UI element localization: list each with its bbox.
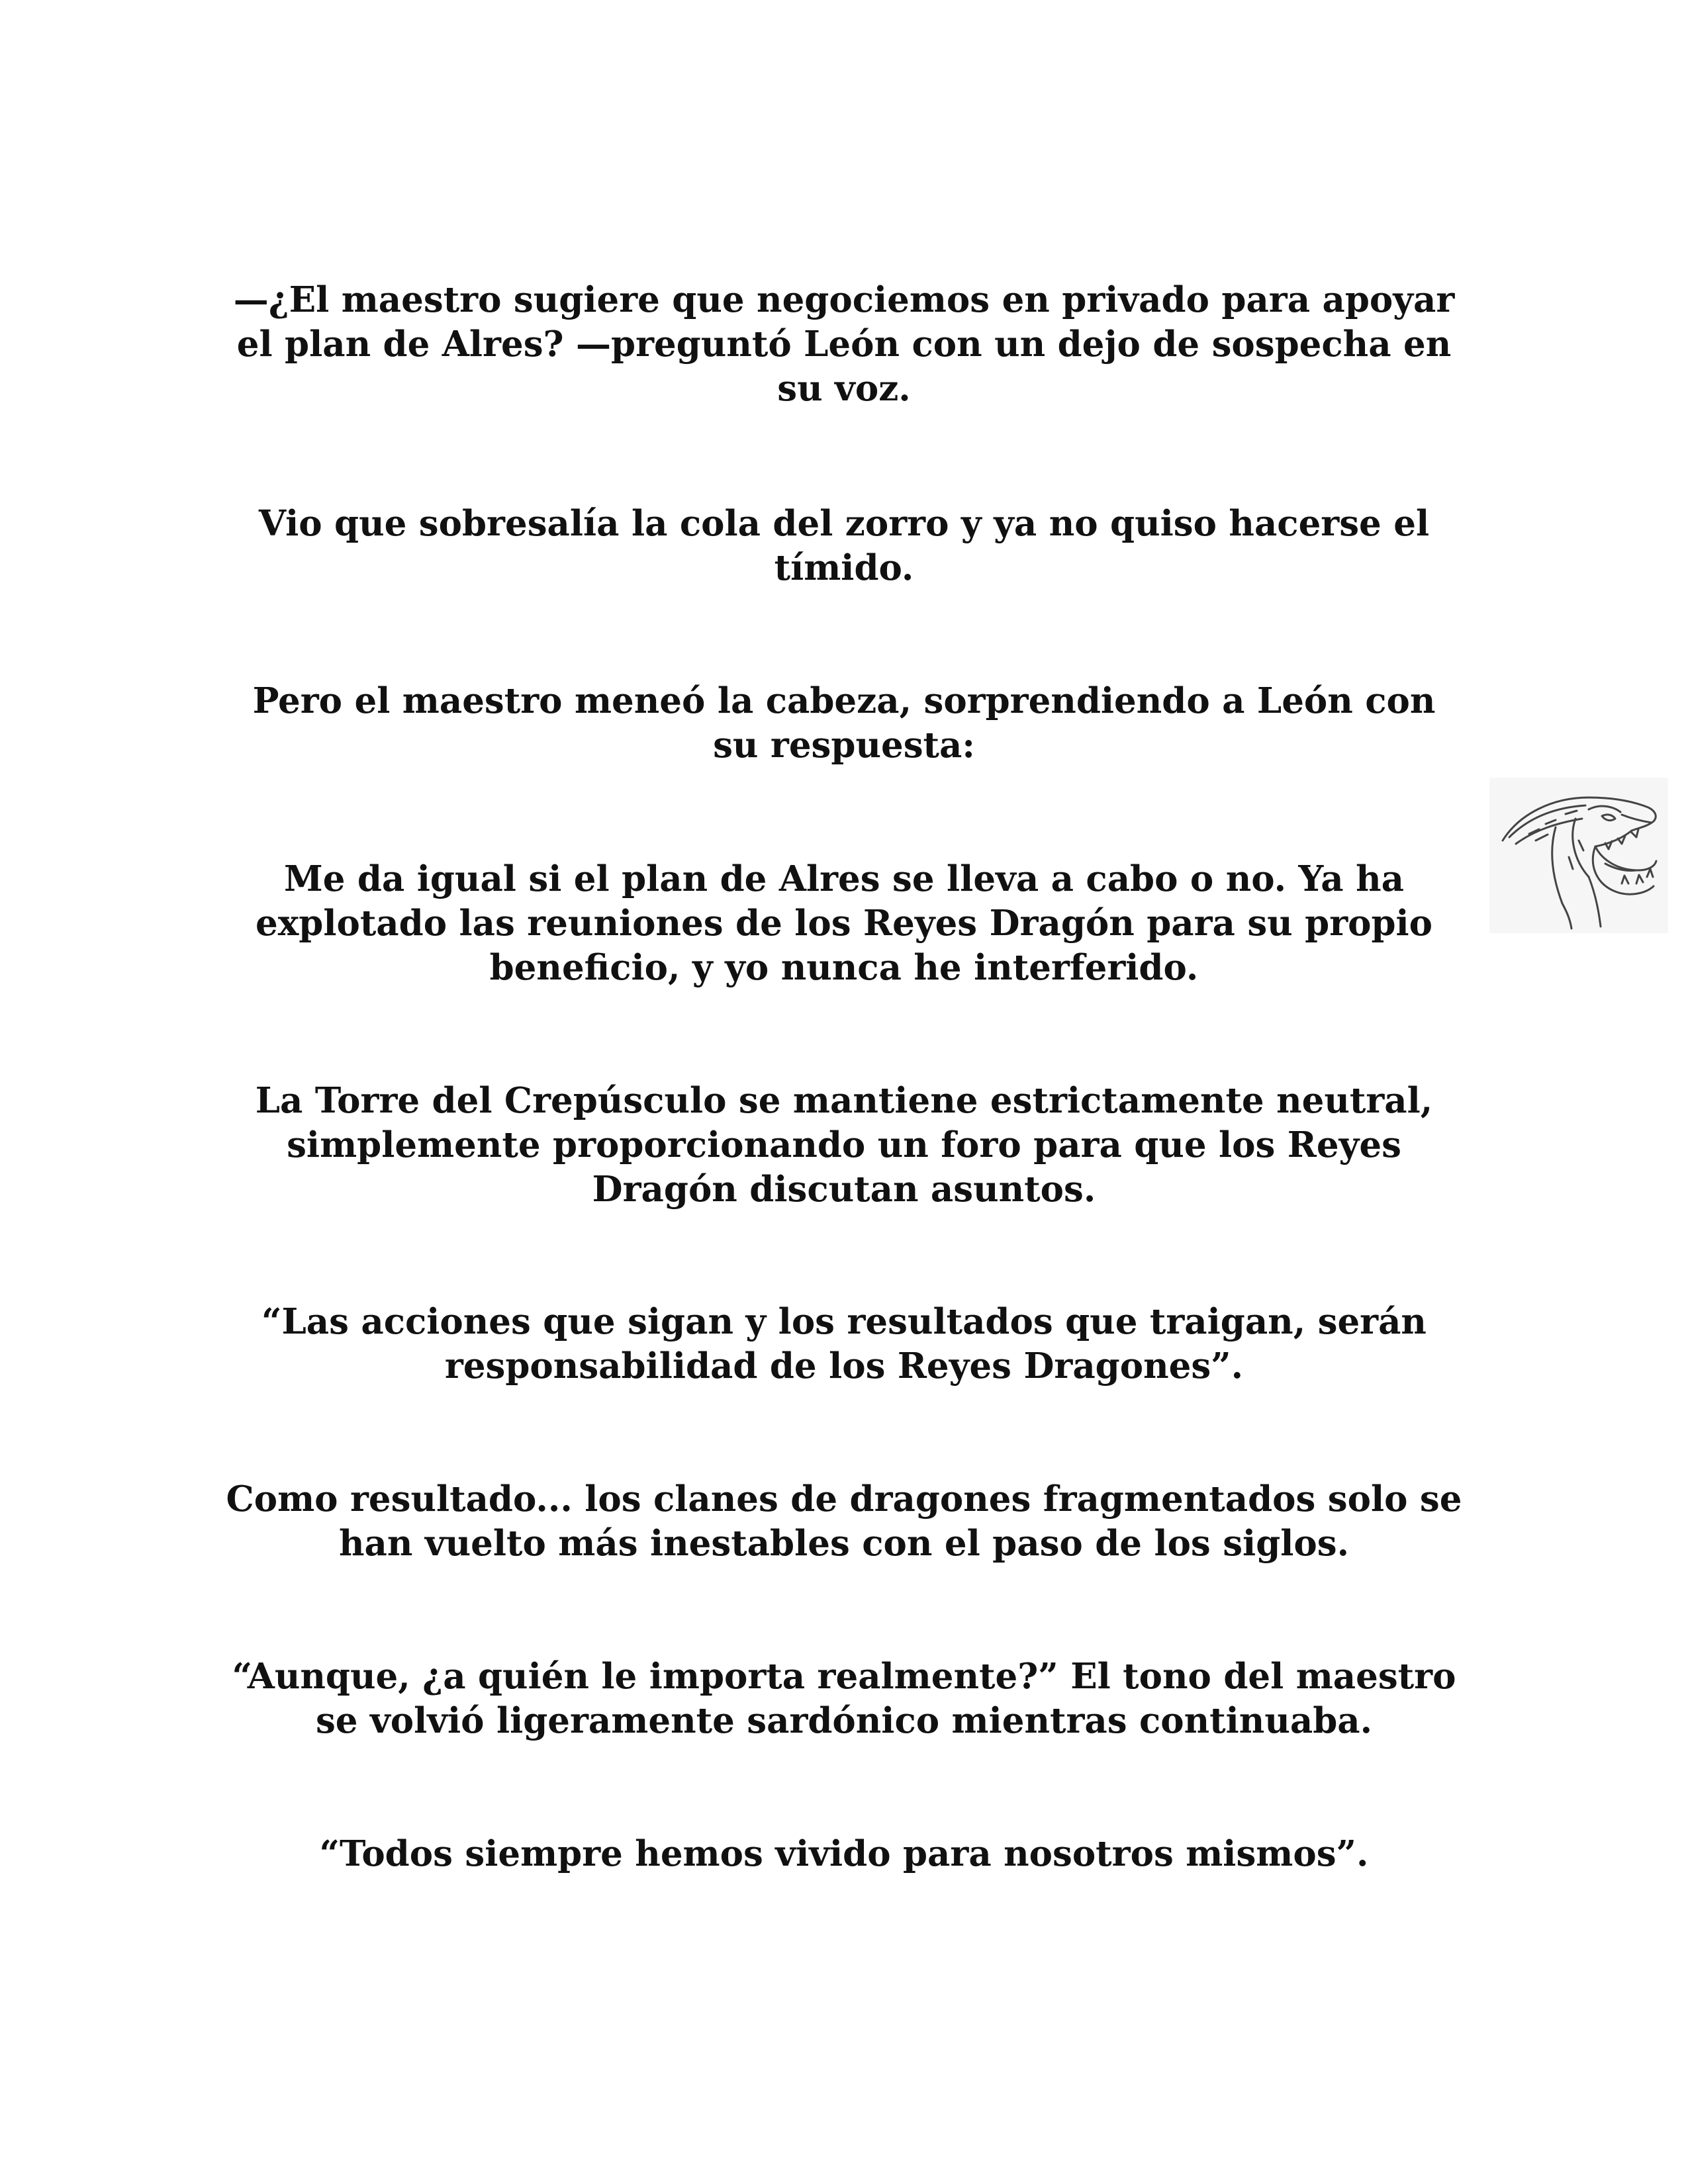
paragraph-2: Vio que sobresalía la cola del zorro y ya no quiso hacerse el tímido. [258,503,1430,588]
paragraph-3: Pero el maestro meneó la cabeza, sorprendiendo a León con su respuesta: [252,680,1436,766]
paragraph-4: Me da igual si el plan de Alres se lleva a cabo o no. Ya ha explotado las reuniones de los Reyes Dragón para su propio beneficio, y yo nunca he interferido. [255,858,1433,988]
paragraph-8: “Aunque, ¿a quién le importa realmente?” El tono del maestro se volvió ligeramente sardónico mientras continuaba. [232,1656,1456,1741]
paragraph-5: La Torre del Crepúsculo se mantiene estrictamente neutral, simplemente proporcionando un foro para que los Reyes Dragón discutan asuntos. [255,1080,1433,1210]
paragraph-1: —¿El maestro sugiere que negociemos en privado para apoyar el plan de Alres? —preguntó León con un dejo de sospecha en su voz. [233,279,1455,409]
dragon-head-sketch-icon [1489,778,1668,933]
paragraph-6: “Las acciones que sigan y los resultados que traigan, serán responsabilidad de los Reyes Dragones”. [261,1301,1427,1387]
paragraph-7: Como resultado... los clanes de dragones fragmentados solo se han vuelto más inestables con el paso de los siglos. [226,1479,1462,1564]
paragraph-9: “Todos siempre hemos vivido para nosotros mismos”. [319,1833,1369,1874]
